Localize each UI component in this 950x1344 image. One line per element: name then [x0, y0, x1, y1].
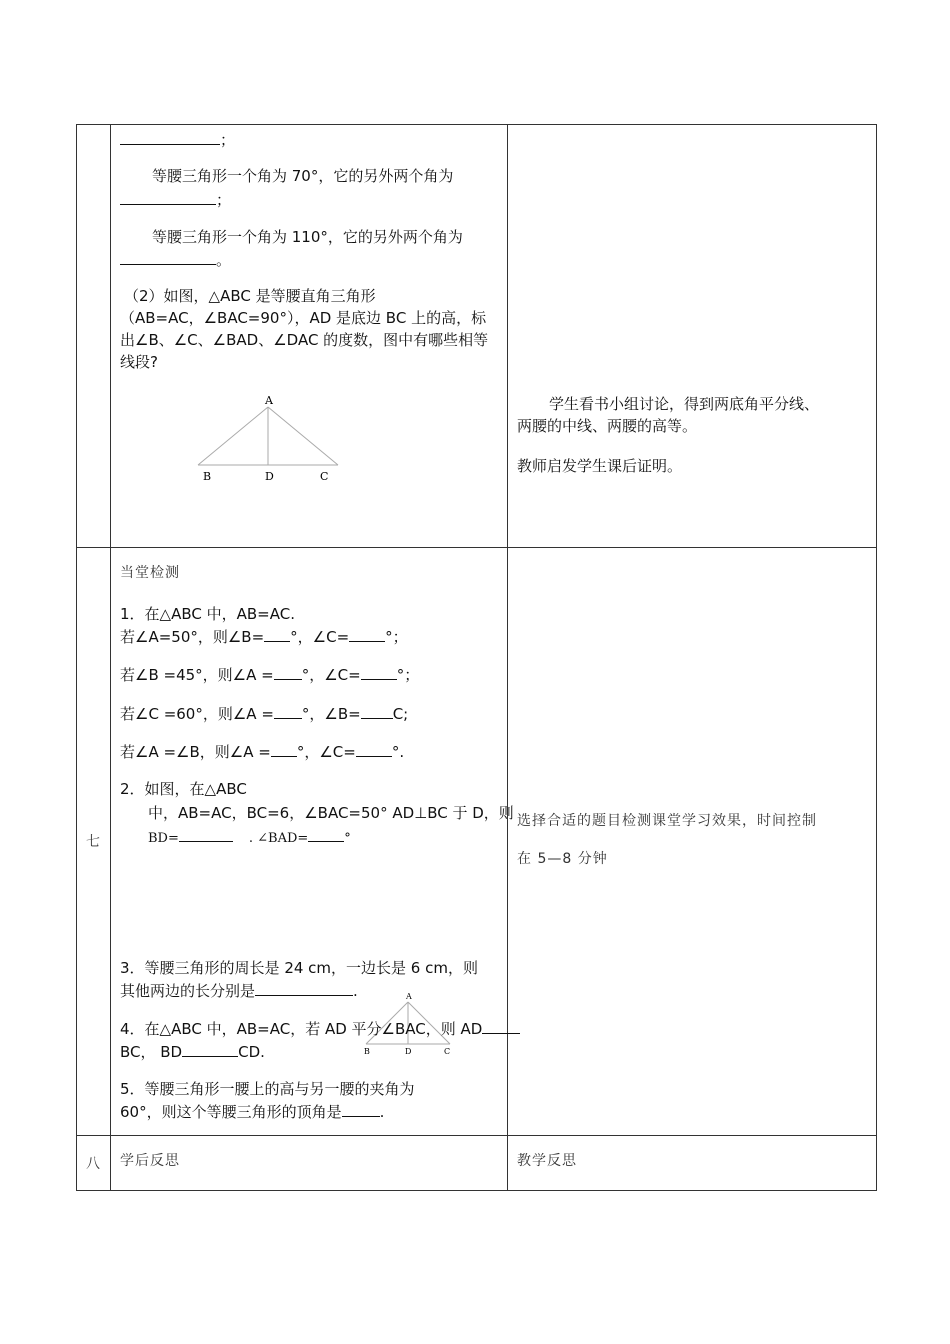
- text: 60°，则这个等腰三角形的顶角是: [120, 1103, 342, 1121]
- text: BC， BD: [120, 1043, 183, 1061]
- row8-number: 八: [86, 1156, 101, 1172]
- time-note-line1: 选择合适的题目检测课堂学习效果，时间控制: [517, 813, 817, 829]
- text: 4．在△ABC 中，AB=AC，若 AD 平分∠BAC，则 AD: [120, 1020, 483, 1038]
- q3-line2: [120, 980, 358, 1002]
- q5-line2: [120, 1101, 384, 1123]
- row6-right-cell: [517, 125, 872, 545]
- student-reflection-label: 学后反思: [120, 1153, 180, 1169]
- row7-left-cell: [120, 548, 514, 1134]
- text: .: [379, 1103, 385, 1121]
- text: °，∠C=: [290, 628, 350, 646]
- problem2-line4: 线段?: [120, 353, 158, 371]
- q1-title: 1．在△ABC 中，AB=AC.: [120, 605, 295, 623]
- problem2-line2: （AB=AC，∠BAC=90°），AD 是底边 BC 上的高，标: [120, 309, 487, 327]
- time-note-line2: 在 5—8 分钟: [517, 851, 608, 867]
- vertex-label-c: C: [320, 470, 329, 483]
- q4-line2: [120, 1041, 265, 1063]
- q1-row-b: [120, 664, 419, 686]
- q70-text: 等腰三角形一个角为 70°，它的另外两个角为: [152, 167, 454, 185]
- problem2-line1: （2）如图，△ABC 是等腰直角三角形: [124, 287, 376, 305]
- problem2-line3: 出∠B、∠C、∠BAD、∠DAC 的度数，图中有哪些相等: [120, 331, 489, 349]
- text: 若∠B =45°，则∠A =: [120, 666, 274, 684]
- text: ；: [220, 131, 236, 149]
- text: 其他两边的长分别是: [120, 982, 256, 1000]
- text: 若∠A =∠B，则∠A =: [120, 743, 271, 761]
- vertex-label-c: C: [444, 1047, 451, 1056]
- text: 。: [216, 251, 232, 269]
- text: 若∠C =60°，则∠A =: [120, 705, 274, 723]
- row6-left-cell: [120, 125, 500, 545]
- q1-row-c: [120, 703, 408, 725]
- text: °；: [396, 666, 420, 684]
- vertex-label-b: B: [364, 1047, 370, 1056]
- section-heading: 当堂检测: [120, 565, 180, 581]
- column-divider: [110, 125, 111, 1190]
- text: BD=: [148, 831, 179, 846]
- text: .: [353, 982, 358, 1000]
- row-divider: [77, 1135, 876, 1136]
- text: °: [344, 831, 351, 846]
- row7-number: 七: [86, 834, 101, 850]
- q5-line1: 5．等腰三角形一腰上的高与另一腰的夹角为: [120, 1080, 415, 1098]
- vertex-label-a: A: [265, 394, 273, 407]
- text: °；: [385, 628, 408, 646]
- text: °，∠B=: [301, 705, 361, 723]
- q3-line1: 3．等腰三角形的周长是 24 cm，一边长是 6 cm，则: [120, 959, 478, 977]
- vertex-label-d: D: [265, 470, 274, 483]
- vertex-label-a: A: [406, 992, 412, 1001]
- teacher-note: 教师启发学生课后证明。: [517, 457, 683, 475]
- lesson-table: [76, 124, 877, 1191]
- q1-row-a: [120, 626, 408, 648]
- q2-line3: [148, 826, 351, 850]
- q110-text: 等腰三角形一个角为 110°，它的另外两个角为: [152, 228, 463, 246]
- q2-line2: 中，AB=AC，BC=6，∠BAC=50° AD⊥BC 于 D，则: [148, 804, 514, 822]
- text: ；: [216, 191, 232, 209]
- vertex-label-b: B: [203, 470, 212, 483]
- q2-line1: 2．如图，在△ABC: [120, 780, 247, 798]
- text: CD.: [238, 1043, 265, 1061]
- text: °.: [391, 743, 405, 761]
- q4-line1: [120, 1018, 520, 1040]
- text: °，∠C=: [296, 743, 356, 761]
- row7-right-cell: [517, 548, 872, 1134]
- q1-row-d: [120, 741, 404, 763]
- teaching-reflection-label: 教学反思: [517, 1153, 577, 1169]
- text: . ∠BAD=: [248, 831, 309, 846]
- text: 若∠A=50°，则∠B=: [120, 628, 265, 646]
- vertex-label-d: D: [405, 1047, 412, 1056]
- text: °，∠C=: [301, 666, 361, 684]
- triangle-figure: [190, 393, 340, 489]
- text: C;: [392, 705, 409, 723]
- discussion-text-2: 两腰的中线、两腰的高等。: [517, 417, 698, 435]
- discussion-text: 学生看书小组讨论，得到两底角平分线、: [549, 395, 820, 413]
